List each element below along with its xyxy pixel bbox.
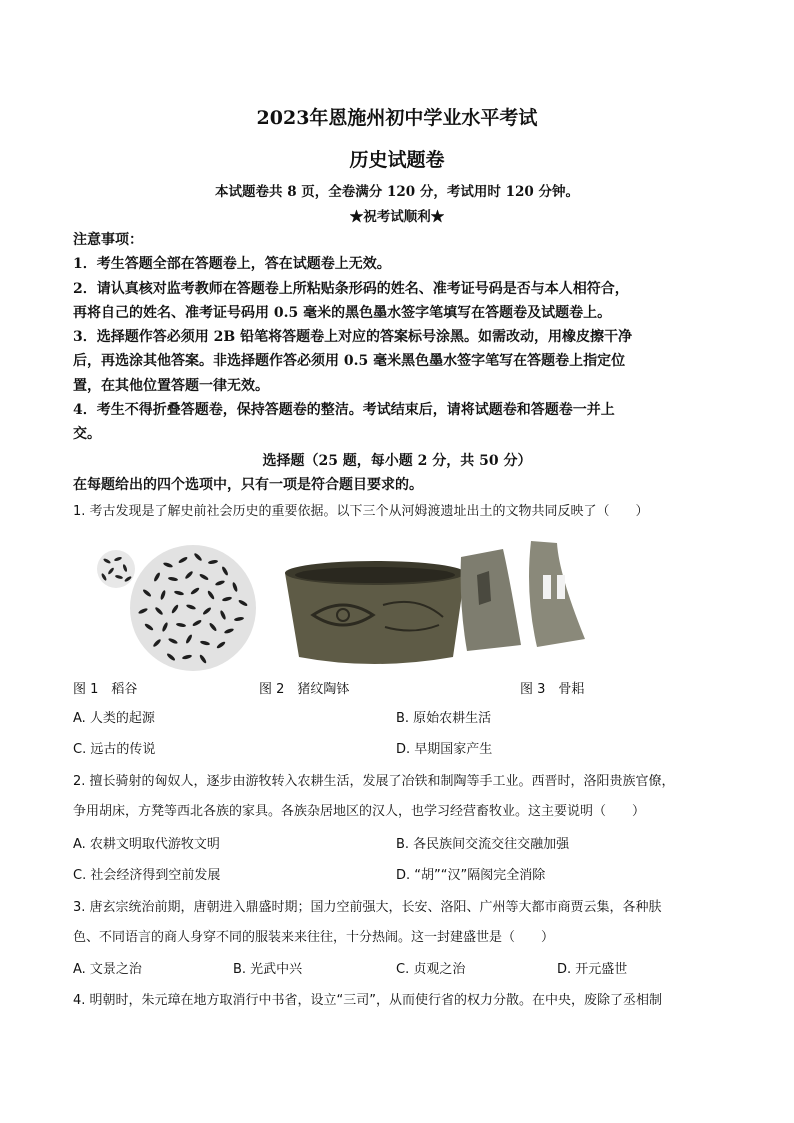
option-c[interactable]: C. 社会经济得到空前发展 xyxy=(73,868,221,883)
option-b[interactable]: B. 各民族间交流交往交融加强 xyxy=(396,837,570,852)
exam-title: 2023年恩施州初中学业水平考试 xyxy=(256,107,538,129)
option-b[interactable]: B. 原始农耕生活 xyxy=(396,711,492,726)
option-b[interactable]: B. 光武中兴 xyxy=(233,962,303,977)
subject-title: 历史试题卷 xyxy=(349,149,445,171)
note-line: 置，在其他位置答题一律无效。 xyxy=(73,377,269,394)
question-1-options-row-2 xyxy=(73,735,723,765)
question-3-line-2: 色、不同语言的商人身穿不同的服装来来往往，十分热闹。这一封建盛世是（ ） xyxy=(73,930,555,945)
figure-3-caption: 图 3 骨耜 xyxy=(520,682,585,697)
question-3-line-1: 3. 唐玄宗统治前期，唐朝进入鼎盛时期；国力空前强大，长安、洛阳、广州等大都市商贾云集，各种肤 xyxy=(73,900,662,915)
question-2-options-row-1 xyxy=(73,830,723,860)
option-a[interactable]: A. 文景之治 xyxy=(73,962,142,977)
question-2-line-1: 2. 擅长骑射的匈奴人，逐步由游牧转入农耕生活，发展了冶铁和制陶等手工业。西晋时，洛阳贵族官僚， xyxy=(73,774,675,789)
section-heading: 选择题（25 题，每小题 2 分，共 50 分） xyxy=(262,453,532,469)
note-line: 2．请认真核对监考教师在答题卷上所粘贴条形码的姓名、准考证号码是否与本人相符合， xyxy=(73,280,629,297)
option-d[interactable]: D. “胡”“汉”隔阂完全消除 xyxy=(396,868,546,883)
rice-grains-image xyxy=(97,545,256,671)
option-a[interactable]: A. 人类的起源 xyxy=(73,711,155,726)
bone-spade-image xyxy=(461,541,585,651)
option-a[interactable]: A. 农耕文明取代游牧文明 xyxy=(73,837,220,852)
question-1-options-row-1 xyxy=(73,704,723,734)
question-1-figures xyxy=(73,535,723,705)
artifact-images xyxy=(73,535,723,675)
question-2-line-2: 争用胡床，方凳等西北各族的家具。各族杂居地区的汉人，也学习经营畜牧业。这主要说明（ ） xyxy=(73,804,646,819)
figure-1-caption: 图 1 稻谷 xyxy=(73,682,138,697)
question-3-stem xyxy=(73,893,723,953)
exam-info: 本试题卷共 8 页，全卷满分 120 分，考试用时 120 分钟。 xyxy=(215,184,579,200)
figure-2-caption: 图 2 猪纹陶钵 xyxy=(259,682,350,697)
note-line: 再将自己的姓名、准考证号码用 0.5 毫米的黑色墨水签字笔填写在答题卷及试题卷上。 xyxy=(73,304,612,321)
question-4-stem: 4. 明朝时，朱元璋在地方取消行中书省，设立“三司”，从而使行省的权力分散。在中央，废除了丞相制 xyxy=(73,993,663,1008)
note-line: 4．考生不得折叠答题卷，保持答题卷的整洁。考试结束后，请将试题卷和答题卷一并上 xyxy=(73,402,615,419)
note-line: 交。 xyxy=(73,426,101,443)
pottery-bowl-image xyxy=(285,561,465,664)
note-line: 1．考生答题全部在答题卷上，答在试题卷上无效。 xyxy=(73,256,391,273)
question-3-options xyxy=(73,955,723,985)
notes-heading: 注意事项： xyxy=(73,232,143,248)
option-d[interactable]: D. 早期国家产生 xyxy=(396,742,493,757)
question-2-options-row-2 xyxy=(73,861,723,891)
question-1-stem: 1. 考古发现是了解史前社会历史的重要依据。以下三个从河姆渡遗址出土的文物共同反映了（ ） xyxy=(73,504,649,519)
question-2-stem xyxy=(73,767,723,827)
good-luck-line: ★祝考试顺利★ xyxy=(349,209,445,225)
note-line: 后，再选涂其他答案。非选择题作答必须用 0.5 毫米黑色墨水签字笔写在答题卷上指定位 xyxy=(73,353,626,370)
option-c[interactable]: C. 贞观之治 xyxy=(396,962,466,977)
note-line: 3．选择题作答必须用 2B 铅笔将答题卷上对应的答案标号涂黑。如需改动，用橡皮擦干净 xyxy=(73,329,633,346)
notes-section xyxy=(73,228,723,447)
option-c[interactable]: C. 远古的传说 xyxy=(73,742,156,757)
option-d[interactable]: D. 开元盛世 xyxy=(557,962,628,977)
section-instruction: 在每题给出的四个选项中，只有一项是符合题目要求的。 xyxy=(73,477,423,493)
